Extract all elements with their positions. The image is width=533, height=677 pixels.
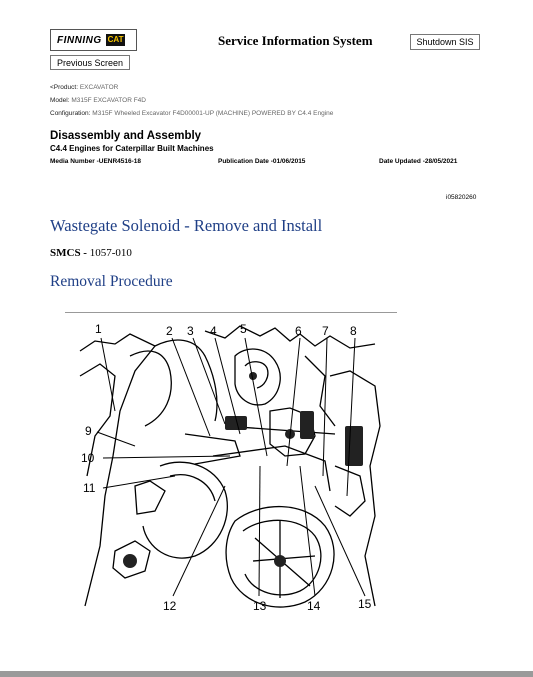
callout-3: 3 <box>187 324 194 338</box>
finning-cat-logo <box>50 29 137 51</box>
page-title: Wastegate Solenoid - Remove and Install <box>50 216 323 235</box>
configuration-value: M315F Wheeled Excavator F4D00001-UP (MACHINE) POWERED BY C4.4 Engine <box>92 110 334 117</box>
manual-subtitle: C4.4 Engines for Caterpillar Built Machines <box>50 144 214 153</box>
configuration-line <box>50 110 333 117</box>
configuration-label: Configuration: <box>50 110 91 117</box>
product-label: <Product: <box>50 84 79 91</box>
shutdown-sis-button[interactable]: Shutdown SIS <box>410 34 480 50</box>
callout-2: 2 <box>166 324 173 338</box>
callout-6: 6 <box>295 324 302 338</box>
callout-5: 5 <box>240 322 247 336</box>
callout-15: 15 <box>358 597 372 611</box>
callout-1: 1 <box>95 322 102 336</box>
engine-illustration <box>75 316 385 616</box>
figure-top-rule <box>65 312 397 313</box>
cat-badge: CAT <box>107 35 124 44</box>
media-number: Media Number -UENR4516-18 <box>50 158 142 165</box>
callout-10: 10 <box>81 451 95 465</box>
model-value: M315F EXCAVATOR F4D <box>71 97 146 104</box>
system-title: Service Information System <box>218 33 373 48</box>
smcs-label: SMCS - <box>50 247 87 259</box>
model-line <box>50 97 146 104</box>
callout-14: 14 <box>307 599 321 613</box>
callout-13: 13 <box>253 599 267 613</box>
previous-screen-button[interactable]: Previous Screen <box>50 55 130 70</box>
image-id: i05820260 <box>446 194 477 201</box>
callout-8: 8 <box>350 324 357 338</box>
section-heading: Disassembly and Assembly <box>50 130 202 142</box>
procedure-heading: Removal Procedure <box>50 273 173 290</box>
smcs-code <box>50 247 132 259</box>
callout-7: 7 <box>322 324 329 338</box>
bottom-scroll-bar <box>0 671 533 677</box>
smcs-value: 1057-010 <box>89 247 132 259</box>
product-value: EXCAVATOR <box>79 84 119 91</box>
callout-4: 4 <box>210 324 217 338</box>
publication-date: Publication Date -01/06/2015 <box>218 158 306 165</box>
callout-12: 12 <box>163 599 177 613</box>
callout-9: 9 <box>85 424 92 438</box>
model-label: Model: <box>50 97 70 104</box>
logo-text: FINNING <box>57 34 102 46</box>
callout-11: 11 <box>83 481 96 495</box>
product-line <box>50 84 118 91</box>
date-updated: Date Updated -28/05/2021 <box>379 158 458 165</box>
